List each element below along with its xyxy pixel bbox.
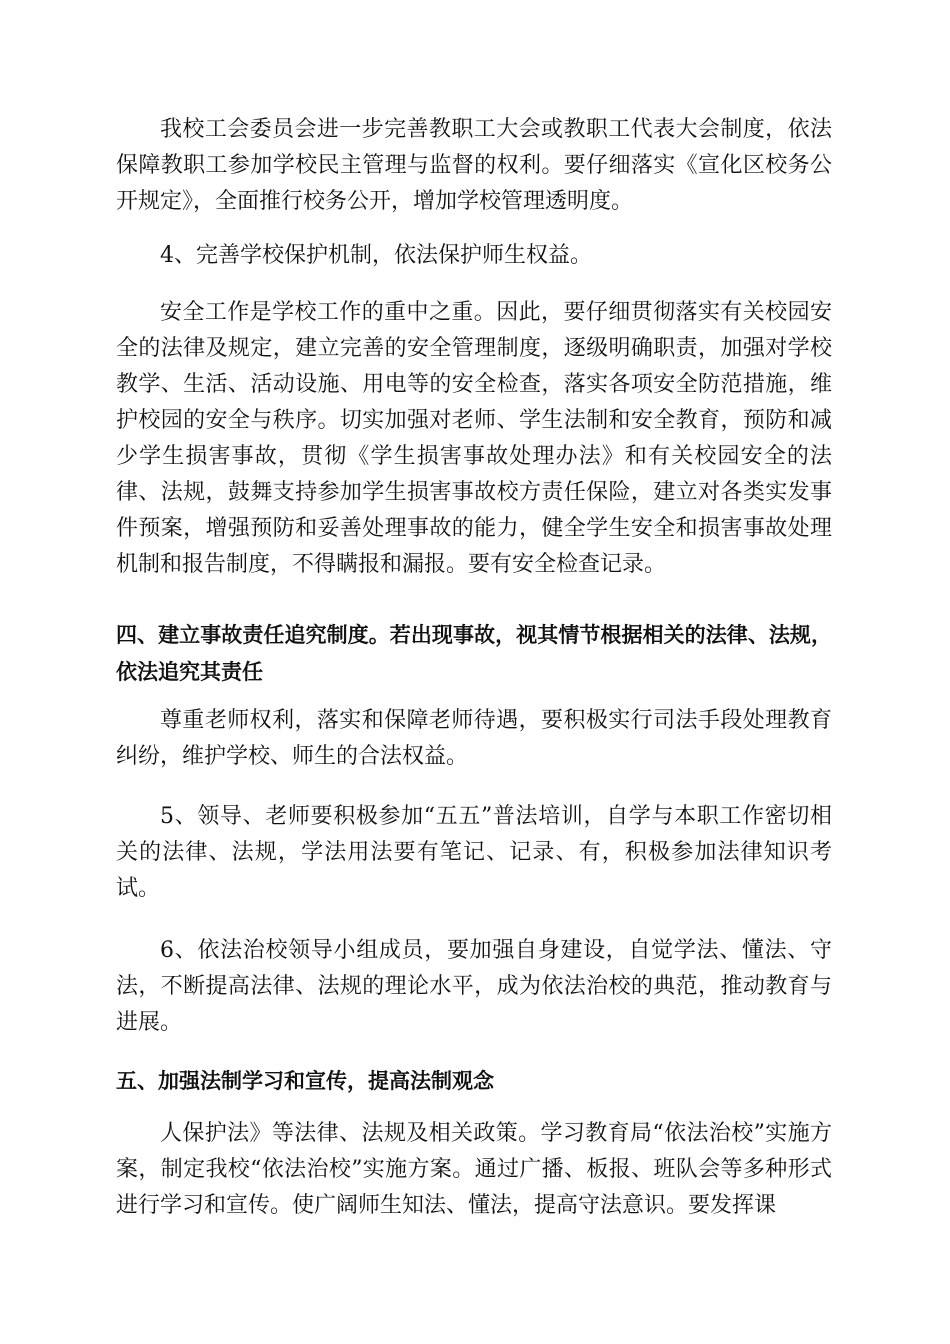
paragraph-item-6: 6、依法治校领导小组成员，要加强自身建设，自觉学法、懂法、守法，不断提高法律、法规的理论水平，成为依法治校的典范，推动教育与进展。 <box>116 938 832 1035</box>
paragraph-legal-study: 人保护法》等法律、法规及相关政策。学习教育局“依法治校”实施方案，制定我校“依法治校”实施方案。通过广播、板报、班队会等多种形式进行学习和宣传。使广阔师生知法、懂法，提高守法意识。要发挥课 <box>116 1121 832 1218</box>
paragraph-teacher-rights: 尊重老师权利，落实和保障老师待遇，要积极实行司法手段处理教育纠纷，维护学校、师生的合法权益。 <box>116 708 832 769</box>
paragraph-safety-work: 安全工作是学校工作的重中之重。因此，要仔细贯彻落实有关校园安全的法律及规定，建立完善的安全管理制度，逐级明确职责，加强对学校教学、生活、活动设施、用电等的安全检查，落实各项安全防范措施，维护校园的安全与秩序。切实加强对老师、学生法制和安全教育，预防和减少学生损害事故，贯彻《学生损害事故处理办法》和有关校园安全的法律、法规，鼓舞支持参加学生损害事故校方责任保险，建立对各类实发事件预案，增强预防和妥善处理事故的能力，健全学生安全和损害事故处理机制和报告制度，不得瞒报和漏报。要有安全检查记录。 <box>116 300 832 577</box>
paragraph-item-5: 5、领导、老师要积极参加“五五”普法培训，自学与本职工作密切相关的法律、法规，学法用法要有笔记、记录、有，积极参加法律知识考试。 <box>116 804 832 901</box>
paragraph-union-democracy: 我校工会委员会进一步完善教职工大会或教职工代表大会制度，依法保障教职工参加学校民主管理与监督的权利。要仔细落实《宣化区校务公开规定》，全面推行校务公开，增加学校管理透明度。 <box>116 117 832 214</box>
section-heading-four: 四、建立事故责任追究制度。若出现事故，视其情节根据相关的法律、法规，依法追究其责任 <box>116 623 832 684</box>
section-heading-five: 五、加强法制学习和宣传，提高法制观念 <box>116 1069 494 1093</box>
paragraph-item-4: 4、完善学校保护机制，依法保护师生权益。 <box>160 243 592 268</box>
